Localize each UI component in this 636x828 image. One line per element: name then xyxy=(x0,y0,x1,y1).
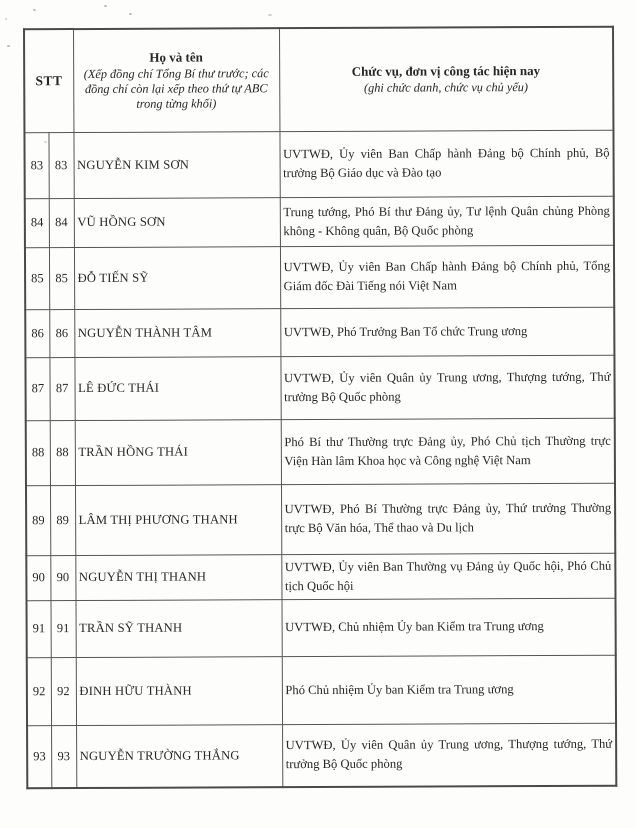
row-number-cell-2: 90 xyxy=(50,555,75,600)
row-number-cell-2: 85 xyxy=(49,247,74,309)
scan-speck xyxy=(104,5,107,7)
person-name-cell: NGUYỄN TRƯỜNG THẮNG xyxy=(76,724,282,788)
table-body xyxy=(24,130,616,789)
row-number-cell: 88 xyxy=(26,420,50,485)
row-number-cell-2: 88 xyxy=(50,420,75,485)
person-name-cell: TRẦN HỒNG THÁI xyxy=(75,419,281,485)
position-cell: UVTWĐ, Phó Bí Thường trực Đảng ủy, Thứ trưởng Thường trực Bộ Văn hóa, Thể thao và Du lịch xyxy=(281,483,615,554)
table-row xyxy=(26,483,615,556)
table-row xyxy=(26,418,615,486)
position-cell: UVTWĐ, Ủy viên Quân ủy Trung ương, Thượng tướng, Thứ trưởng Bộ Quốc phòng xyxy=(280,355,614,419)
person-name-cell: LÊ ĐỨC THÁI xyxy=(74,356,280,420)
row-number-cell: 92 xyxy=(27,657,51,725)
person-name-cell: TRẦN SỸ THANH xyxy=(75,599,281,657)
header-stt: STT xyxy=(24,29,73,132)
person-name-cell: ĐỖ TIẾN SỸ xyxy=(74,246,280,309)
row-number-cell: 84 xyxy=(25,198,49,247)
row-number-cell: 90 xyxy=(26,555,50,600)
person-name-cell: NGUYỄN KIM SƠN xyxy=(73,131,279,198)
scan-speck xyxy=(268,14,272,16)
position-cell: Phó Chủ nhiệm Ủy ban Kiểm tra Trung ương xyxy=(282,655,616,724)
scan-speck xyxy=(129,13,132,15)
personnel-table xyxy=(23,26,617,790)
row-number-cell: 85 xyxy=(25,247,49,309)
header-name-title: Họ và tên xyxy=(149,49,203,65)
header-name xyxy=(73,28,279,132)
row-number-cell: 93 xyxy=(27,725,51,788)
person-name-cell: LÂM THỊ PHƯƠNG THANH xyxy=(75,484,281,555)
position-cell: UVTWĐ, Ủy viên Ban Chấp hành Đảng bộ Chính phủ, Bộ trưởng Bộ Giáo dục và Đào tạo xyxy=(279,130,613,197)
row-number-cell-2: 93 xyxy=(51,725,76,788)
table-row xyxy=(26,598,615,658)
person-name-cell: VŨ HỒNG SƠN xyxy=(74,197,280,247)
row-number-cell-2: 84 xyxy=(49,198,74,247)
row-number-cell: 91 xyxy=(26,600,50,657)
person-name-cell: NGUYỄN THÀNH TÂM xyxy=(74,308,280,357)
header-row xyxy=(24,27,613,133)
table-row xyxy=(27,723,616,789)
row-number-cell-2: 87 xyxy=(49,357,74,420)
table-sheet xyxy=(23,26,615,790)
table-row xyxy=(26,553,615,601)
position-cell: Trung tướng, Phó Bí thư Đảng ủy, Tư lệnh Quân chủng Phòng không - Không quân, Bộ Quốc phòng xyxy=(280,196,614,246)
row-number-cell: 83 xyxy=(24,132,48,198)
table-row xyxy=(25,196,614,248)
position-cell: UVTWĐ, Phó Trưởng Ban Tổ chức Trung ương xyxy=(280,307,614,356)
row-number-cell-2: 86 xyxy=(49,309,74,357)
row-number-cell-2: 89 xyxy=(50,485,75,555)
row-number-cell-2: 91 xyxy=(50,600,75,657)
person-name-cell: ĐINH HỮU THÀNH xyxy=(76,656,282,725)
position-cell: UVTWĐ, Ủy viên Ban Chấp hành Đảng bộ Chính phủ, Tổng Giám đốc Đài Tiếng nói Việt Nam xyxy=(280,245,614,308)
table-row xyxy=(25,307,614,358)
position-cell: UVTWĐ, Ủy viên Ban Thường vụ Đảng ủy Quốc hội, Phó Chủ tịch Quốc hội xyxy=(281,553,615,599)
row-number-cell: 86 xyxy=(25,309,49,357)
scan-speck xyxy=(7,45,10,47)
header-name-note: (Xếp đồng chí Tổng Bí thư trước; các đồng chí còn lại xếp theo thứ tự ABC trong từng khối) xyxy=(83,65,269,111)
position-cell: UVTWĐ, Chủ nhiệm Ủy ban Kiểm tra Trung ương xyxy=(281,598,615,656)
header-duty-title: Chức vụ, đơn vị công tác hiện nay xyxy=(351,62,541,79)
row-number-cell-2: 92 xyxy=(51,657,76,725)
table-header xyxy=(24,27,613,133)
table-row xyxy=(25,355,614,421)
position-cell: UVTWĐ, Ủy viên Quân ủy Trung ương, Thượng tướng, Thứ trưởng Bộ Quốc phòng xyxy=(282,723,616,787)
row-number-cell: 87 xyxy=(25,357,49,420)
scan-speck xyxy=(33,8,37,11)
row-number-cell-2: 83 xyxy=(48,132,73,198)
scan-speck xyxy=(5,18,7,20)
table-row xyxy=(24,130,613,199)
table-row xyxy=(27,655,616,726)
header-duty-note: (ghi chức danh, chức vụ chủ yếu) xyxy=(363,79,529,95)
header-duty xyxy=(279,27,613,131)
position-cell: Phó Bí thư Thường trực Đảng ủy, Phó Chủ tịch Thường trực Viện Hàn lâm Khoa học và Công nghệ Việt Nam xyxy=(281,418,615,484)
person-name-cell: NGUYỄN THỊ THANH xyxy=(75,554,281,600)
table-row xyxy=(25,245,614,310)
row-number-cell: 89 xyxy=(26,485,50,555)
